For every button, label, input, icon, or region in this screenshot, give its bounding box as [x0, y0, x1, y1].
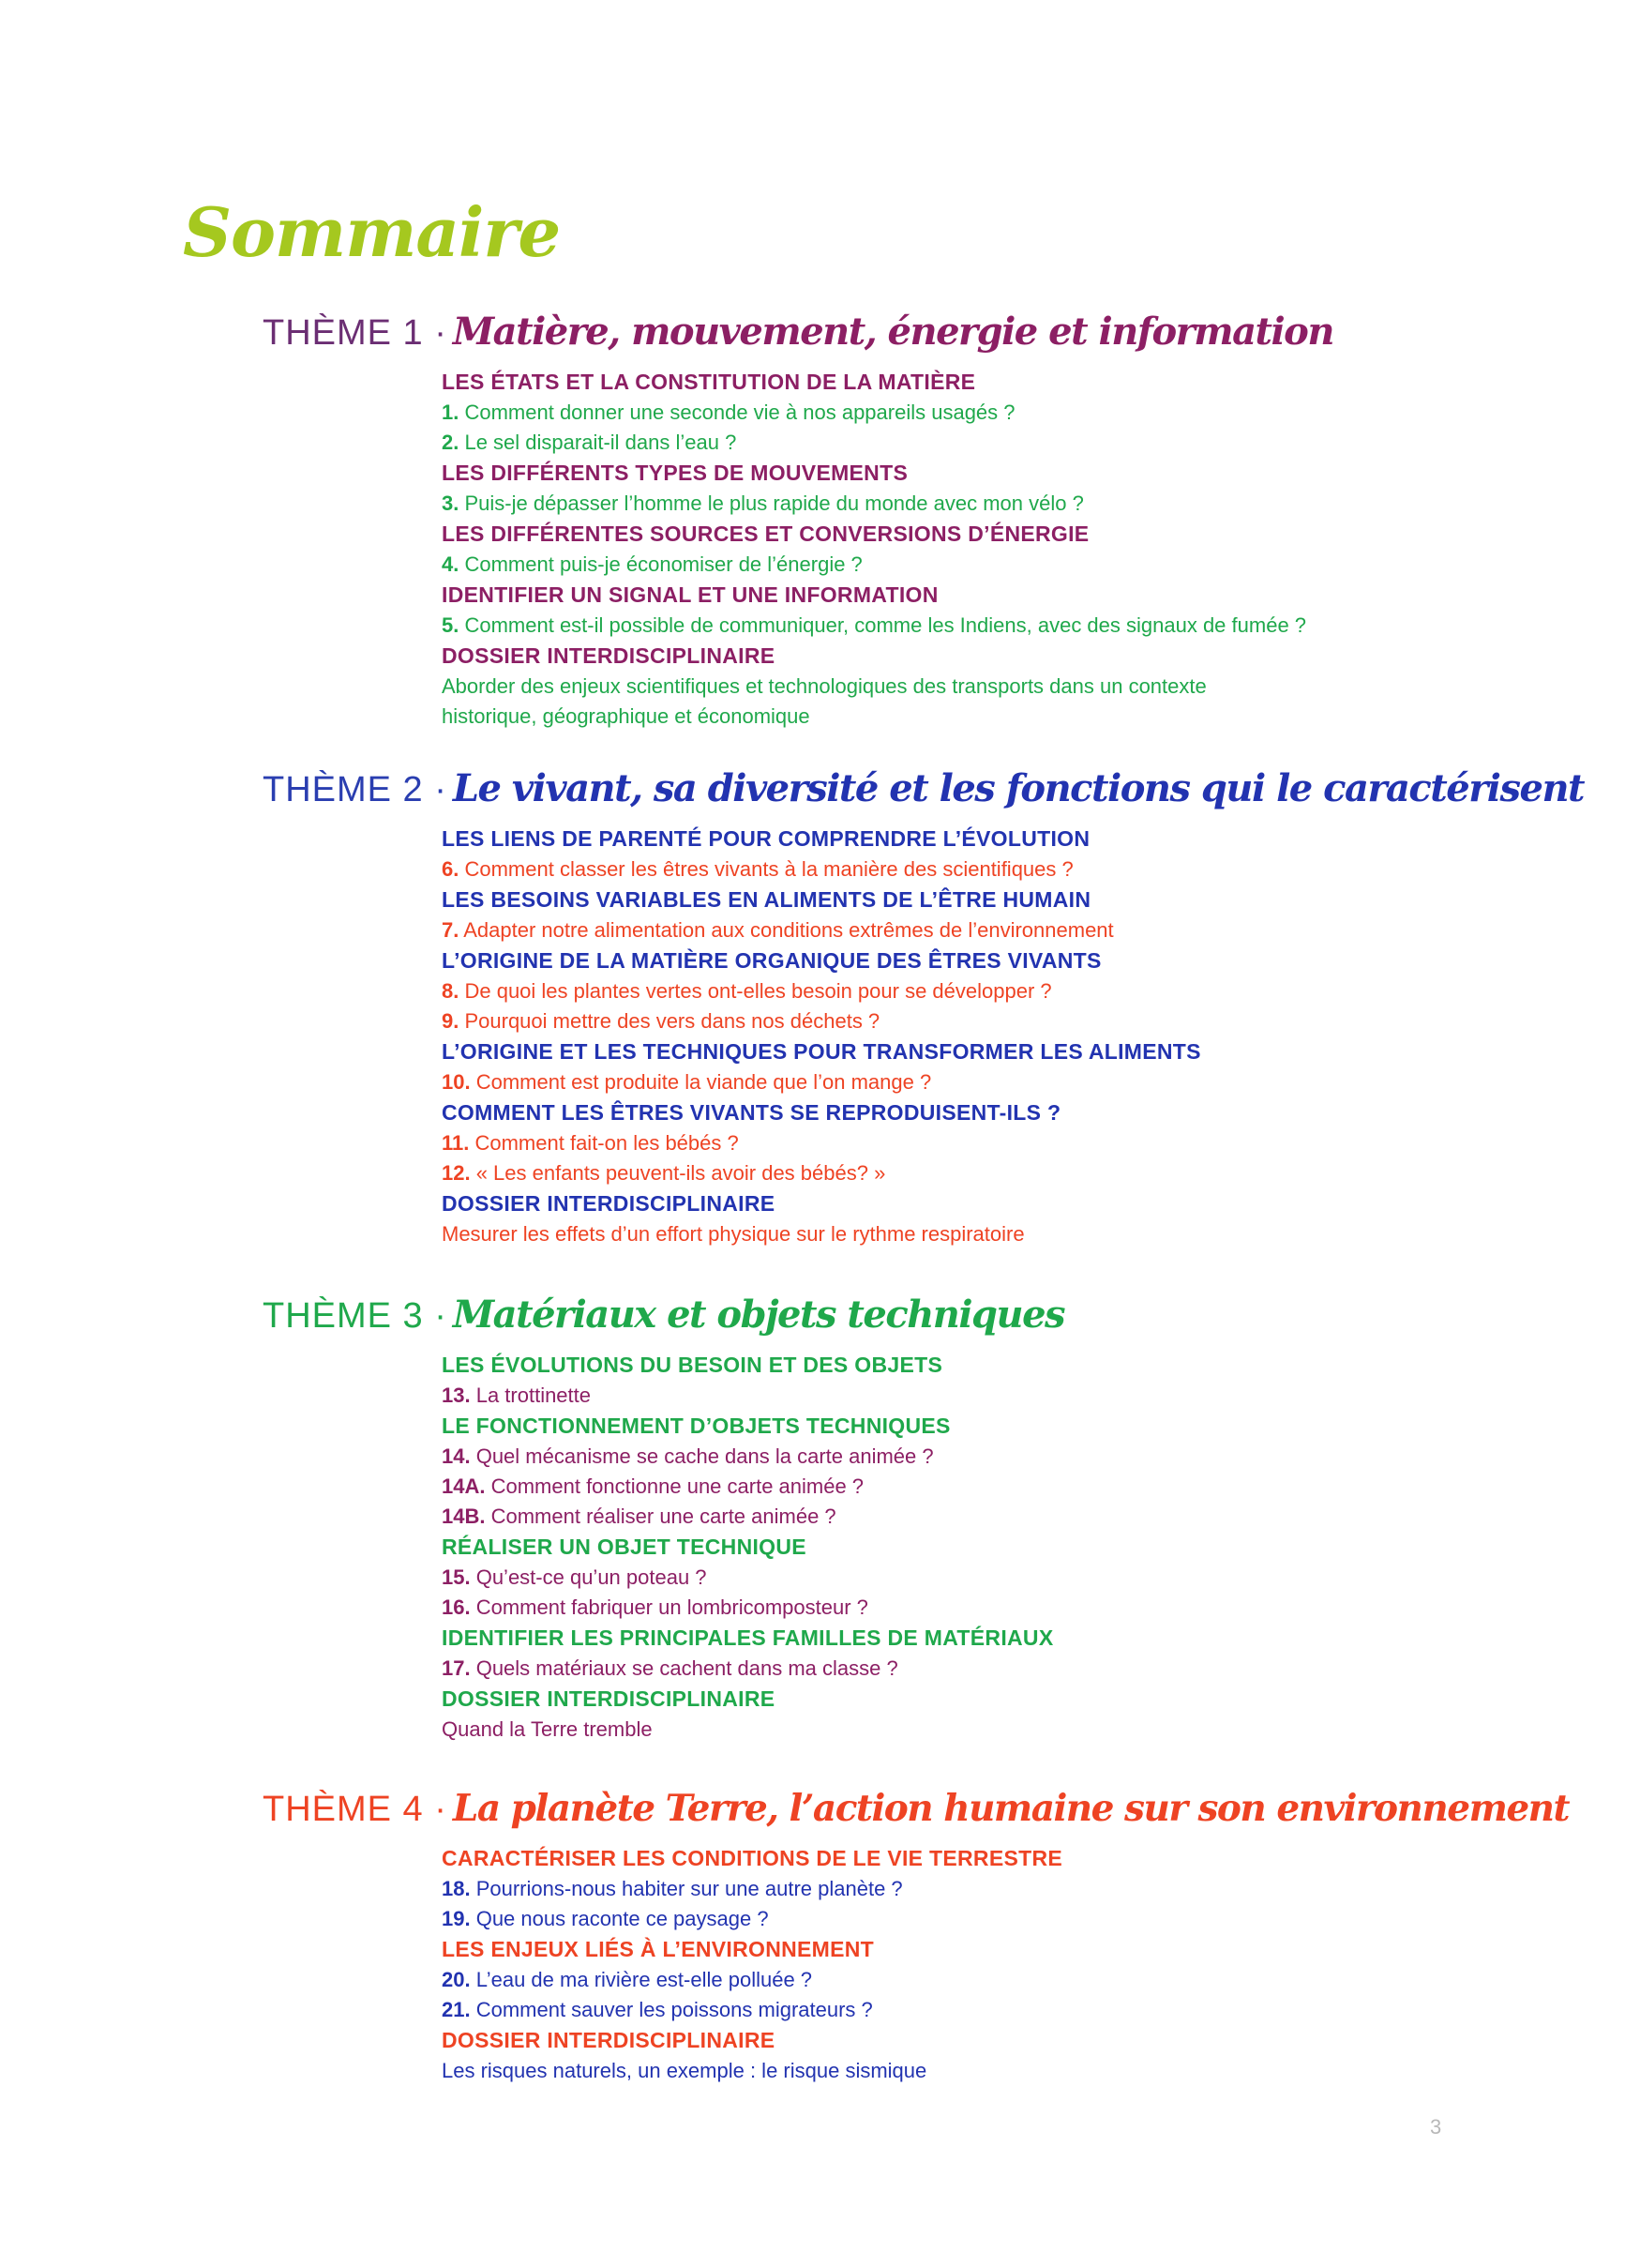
section-heading: LES ÉTATS ET LA CONSTITUTION DE LA MATIÈRE [442, 370, 976, 394]
item-text: historique, géographique et économique [442, 704, 810, 728]
section-heading: DOSSIER INTERDISCIPLINAIRE [442, 1191, 775, 1216]
item-text: Aborder des enjeux scientifiques et technologiques des transports dans un contexte [442, 674, 1207, 698]
toc-item [442, 1874, 1594, 1904]
section-heading: DOSSIER INTERDISCIPLINAIRE [442, 1686, 775, 1711]
item-text: Quels matériaux se cachent dans ma classe ? [470, 1656, 898, 1680]
theme-3-entries [442, 1350, 1594, 1745]
item-text: Pourquoi mettre des vers dans nos déchets ? [459, 1009, 880, 1033]
theme-4 [263, 1787, 1594, 2086]
theme-1-entries [442, 367, 1594, 732]
item-text: Comment sauver les poissons migrateurs ? [470, 1998, 873, 2021]
item-number: 16. [442, 1595, 471, 1619]
toc-item [442, 1593, 1594, 1623]
theme-4-header [263, 1787, 1594, 1830]
theme-2-title: Le vivant, sa diversité et les fonctions qui le caractérisent [452, 766, 1585, 810]
item-text: Comment est produite la viande que l’on mange ? [470, 1070, 932, 1094]
item-number: 14A. [442, 1474, 486, 1498]
item-text: La trottinette [470, 1383, 592, 1407]
theme-3-header [263, 1293, 1594, 1337]
section-heading: LE FONCTIONNEMENT D’OBJETS TECHNIQUES [442, 1414, 951, 1438]
item-number: 8. [442, 979, 459, 1003]
item-number: 13. [442, 1383, 471, 1407]
theme-2-header [263, 766, 1594, 810]
item-text: Comment classer les êtres vivants à la manière des scientifiques ? [459, 857, 1074, 881]
section-heading: DOSSIER INTERDISCIPLINAIRE [442, 2028, 775, 2052]
section-heading: LES ÉVOLUTIONS DU BESOIN ET DES OBJETS [442, 1353, 943, 1377]
item-text: Le sel disparait-il dans l’eau ? [459, 431, 737, 454]
item-number: 10. [442, 1070, 471, 1094]
section-heading: IDENTIFIER LES PRINCIPALES FAMILLES DE MATÉRIAUX [442, 1625, 1054, 1650]
toc-item [442, 702, 1594, 732]
toc-item [442, 1502, 1594, 1532]
item-number: 17. [442, 1656, 471, 1680]
theme-1-header [263, 310, 1594, 354]
toc-item [442, 1965, 1594, 1995]
theme-2 [263, 766, 1594, 1249]
toc-item [442, 489, 1594, 519]
theme-1-label: THÈME 1 · [263, 313, 447, 353]
toc-item [442, 1006, 1594, 1036]
item-text: Comment fait-on les bébés ? [469, 1131, 739, 1155]
item-number: 20. [442, 1968, 471, 1991]
item-text: Quand la Terre tremble [442, 1717, 653, 1741]
item-text: Quel mécanisme se cache dans la carte animée ? [470, 1444, 934, 1468]
item-text: Mesurer les effets d’un effort physique sur le rythme respiratoire [442, 1222, 1025, 1246]
toc-item [442, 1381, 1594, 1411]
page-number: 3 [1430, 2115, 1442, 2139]
item-number: 4. [442, 552, 459, 576]
toc-item [442, 1472, 1594, 1502]
toc-item [442, 1158, 1594, 1188]
toc-item [442, 1563, 1594, 1593]
item-number: 9. [442, 1009, 459, 1033]
toc-item [442, 915, 1594, 945]
item-text: Adapter notre alimentation aux conditions extrêmes de l’environnement [459, 918, 1114, 942]
item-text: Comment fonctionne une carte animée ? [485, 1474, 865, 1498]
item-text: Comment est-il possible de communiquer, comme les Indiens, avec des signaux de fumée ? [459, 613, 1307, 637]
toc-item [442, 1128, 1594, 1158]
section-heading: DOSSIER INTERDISCIPLINAIRE [442, 643, 775, 668]
item-text: Comment fabriquer un lombricomposteur ? [470, 1595, 868, 1619]
section-heading: COMMENT LES ÊTRES VIVANTS SE REPRODUISENT-ILS ? [442, 1100, 1061, 1125]
toc-item [442, 1904, 1594, 1934]
section-heading: LES BESOINS VARIABLES EN ALIMENTS DE L’ÊTRE HUMAIN [442, 887, 1091, 912]
theme-1 [263, 310, 1594, 732]
item-text: Comment donner une seconde vie à nos appareils usagés ? [459, 401, 1016, 424]
item-number: 21. [442, 1998, 471, 2021]
theme-4-entries [442, 1843, 1594, 2086]
item-number: 3. [442, 491, 459, 515]
item-number: 11. [442, 1131, 470, 1155]
theme-2-label: THÈME 2 · [263, 770, 447, 809]
item-number: 18. [442, 1877, 471, 1900]
page-title: Sommaire [183, 192, 561, 272]
item-number: 15. [442, 1565, 471, 1589]
toc-item [442, 1442, 1594, 1472]
item-text: Pourrions-nous habiter sur une autre planète ? [470, 1877, 903, 1900]
toc-item [442, 672, 1594, 702]
item-text: Les risques naturels, un exemple : le risque sismique [442, 2059, 927, 2082]
item-text: Qu’est-ce qu’un poteau ? [470, 1565, 707, 1589]
toc-item [442, 2056, 1594, 2086]
item-text: De quoi les plantes vertes ont-elles besoin pour se développer ? [459, 979, 1052, 1003]
theme-4-label: THÈME 4 · [263, 1790, 447, 1829]
toc-item [442, 1067, 1594, 1097]
item-number: 5. [442, 613, 459, 637]
section-heading: L’ORIGINE ET LES TECHNIQUES POUR TRANSFORMER LES ALIMENTS [442, 1039, 1201, 1064]
item-text: Comment réaliser une carte animée ? [485, 1504, 836, 1528]
theme-3-title: Matériaux et objets techniques [452, 1293, 1065, 1337]
toc-item [442, 611, 1594, 641]
item-number: 19. [442, 1907, 471, 1930]
toc-item [442, 398, 1594, 428]
theme-3-label: THÈME 3 · [263, 1296, 447, 1336]
section-heading: LES ENJEUX LIÉS À L’ENVIRONNEMENT [442, 1937, 875, 1961]
toc-item [442, 550, 1594, 580]
section-heading: L’ORIGINE DE LA MATIÈRE ORGANIQUE DES ÊTRES VIVANTS [442, 948, 1102, 973]
item-text: Que nous raconte ce paysage ? [470, 1907, 769, 1930]
item-text: L’eau de ma rivière est-elle polluée ? [470, 1968, 813, 1991]
section-heading: RÉALISER UN OBJET TECHNIQUE [442, 1535, 806, 1559]
toc-item [442, 1715, 1594, 1745]
toc-item [442, 1995, 1594, 2025]
item-number: 12. [442, 1161, 471, 1185]
theme-1-title: Matière, mouvement, énergie et information [452, 310, 1333, 354]
item-text: Puis-je dépasser l’homme le plus rapide du monde avec mon vélo ? [459, 491, 1084, 515]
theme-3 [263, 1293, 1594, 1745]
section-heading: LES DIFFÉRENTS TYPES DE MOUVEMENTS [442, 461, 909, 485]
item-number: 6. [442, 857, 459, 881]
toc-item [442, 428, 1594, 458]
item-text: Comment puis-je économiser de l’énergie ? [459, 552, 863, 576]
item-text: « Les enfants peuvent-ils avoir des bébés? » [470, 1161, 886, 1185]
item-number: 14B. [442, 1504, 486, 1528]
toc-item [442, 1654, 1594, 1684]
section-heading: IDENTIFIER UN SIGNAL ET UNE INFORMATION [442, 582, 939, 607]
section-heading: LES LIENS DE PARENTÉ POUR COMPRENDRE L’ÉVOLUTION [442, 826, 1091, 851]
item-number: 7. [442, 918, 459, 942]
section-heading: LES DIFFÉRENTES SOURCES ET CONVERSIONS D’ÉNERGIE [442, 522, 1090, 546]
toc-item [442, 1219, 1594, 1249]
item-number: 1. [442, 401, 459, 424]
toc-item [442, 976, 1594, 1006]
theme-2-entries [442, 824, 1594, 1249]
item-number: 2. [442, 431, 459, 454]
toc-item [442, 854, 1594, 885]
section-heading: CARACTÉRISER LES CONDITIONS DE LE VIE TERRESTRE [442, 1846, 1062, 1870]
theme-4-title: La planète Terre, l’action humaine sur son environnement [452, 1787, 1570, 1830]
item-number: 14. [442, 1444, 471, 1468]
